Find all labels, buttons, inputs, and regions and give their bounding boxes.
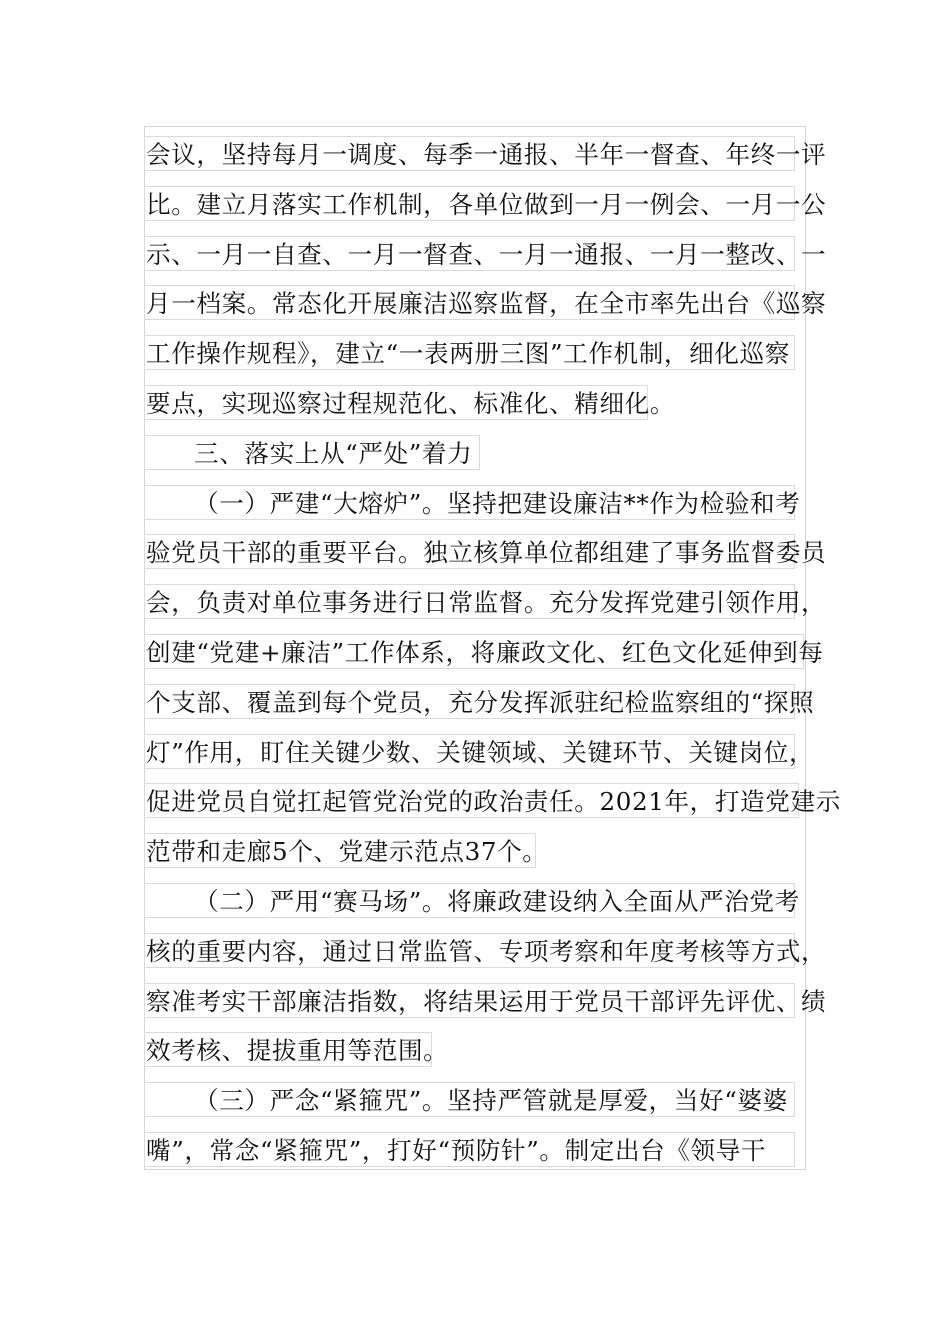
text-line-content: 范带和走廊5个、党建示范点37个。 <box>146 837 548 867</box>
section-heading <box>144 429 814 479</box>
text-line-content: （三）严念“紧箍咒”。坚持严管就是厚爱，当好“婆婆 <box>194 1086 788 1116</box>
text-line <box>144 1026 814 1076</box>
text-line <box>144 379 814 429</box>
text-line <box>144 927 827 977</box>
section-heading-text: 三、落实上从“严处”着力 <box>194 438 473 468</box>
text-line <box>144 977 827 1027</box>
text-line-content: 促进党员自觉扛起管党治党的政治责任。2021年，打造党建示 <box>146 787 841 817</box>
text-line-content: 创建“党建+廉洁”工作体系，将廉政文化、红色文化延伸到每 <box>146 637 824 667</box>
text-line <box>144 479 814 529</box>
text-line <box>144 1126 814 1176</box>
text-line-content: 会，负责对单位事务进行日常监督。充分发挥党建引领作用， <box>146 588 827 618</box>
text-line <box>144 628 824 678</box>
text-line-content: 示、一月一自查、一月一督查、一月一通报、一月一整改、一 <box>146 239 827 269</box>
text-line <box>144 728 814 778</box>
document-body <box>144 130 841 1176</box>
text-line-content: 工作操作规程》，建立“一表两册三图”工作机制，细化巡察 <box>146 339 790 369</box>
text-line <box>144 678 814 728</box>
text-line-content: 灯”作用，盯住关键少数、关键领域、关键环节、关键岗位， <box>146 737 815 767</box>
text-line <box>144 130 827 180</box>
text-line-content: （二）严用“赛马场”。将廉政建设纳入全面从严治党考 <box>194 886 800 916</box>
text-line <box>144 1076 814 1126</box>
text-line-content: 效考核、提拔重用等范围。 <box>146 1036 449 1066</box>
text-line-content: 比。建立月落实工作机制，各单位做到一月一例会、一月一公 <box>146 189 827 219</box>
text-line-content: 个支部、覆盖到每个党员，充分发挥派驻纪检监察组的“探照 <box>146 687 815 717</box>
text-line-content: 要点，实现巡察过程规范化、标准化、精细化。 <box>146 388 676 418</box>
text-line-content: 验党员干部的重要平台。独立核算单位都组建了事务监督委员 <box>146 538 827 568</box>
text-line-content: 月一档案。常态化开展廉洁巡察监督，在全市率先出台《巡察 <box>146 289 827 319</box>
text-line <box>144 777 841 827</box>
text-line <box>144 578 827 628</box>
text-line <box>144 528 827 578</box>
text-line-content: 察准考实干部廉洁指数，将结果运用于党员干部评先评优、绩 <box>146 986 827 1016</box>
text-line <box>144 230 827 280</box>
text-line-content: 会议，坚持每月一调度、每季一通报、半年一督查、年终一评 <box>146 140 827 169</box>
text-line <box>144 877 814 927</box>
text-line <box>144 279 827 329</box>
text-line-content: 核的重要内容，通过日常监管、专项考察和年度考核等方式， <box>146 936 827 966</box>
text-line <box>144 329 814 379</box>
text-line-content: （一）严建“大熔炉”。坚持把建设廉洁**作为检验和考 <box>194 488 801 518</box>
text-line <box>144 827 814 877</box>
text-line-content: 嘴”，常念“紧箍咒”，打好“预防针”。制定出台《领导干 <box>146 1135 767 1165</box>
text-line <box>144 180 827 230</box>
